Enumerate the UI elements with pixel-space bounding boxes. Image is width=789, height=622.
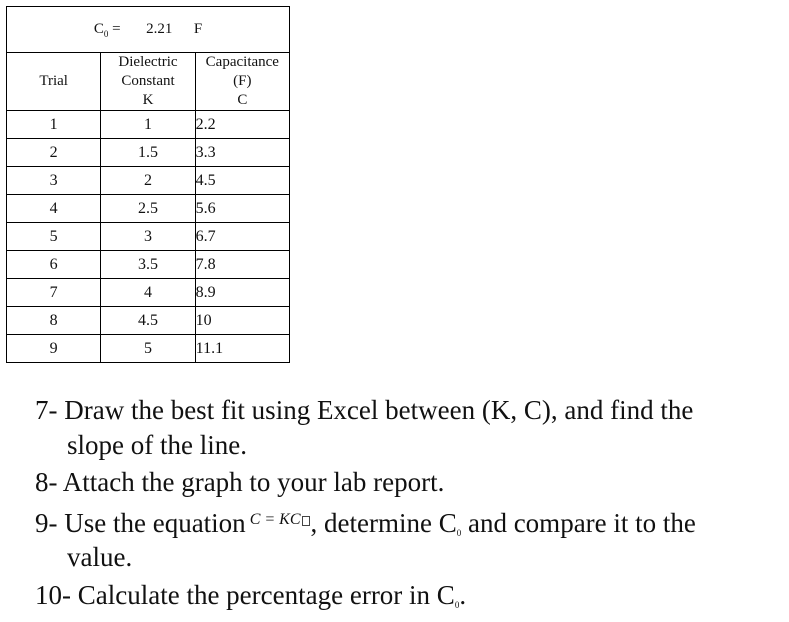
- equation-placeholder-icon: [302, 516, 310, 526]
- question-9-line-1: [35, 503, 696, 550]
- column-header-c-title: Capacitance (F): [205, 54, 279, 89]
- question-9-prefix: 9- Use the equation: [35, 508, 246, 538]
- cell-trial: 8: [7, 307, 101, 335]
- cell-k: 5: [101, 335, 195, 363]
- cell-c: 3.3: [195, 139, 289, 167]
- table-row: [7, 251, 290, 279]
- cell-k: 3.5: [101, 251, 195, 279]
- column-header-k-title: Dielectric Constant: [118, 54, 178, 89]
- data-table: [6, 6, 290, 363]
- cell-c: 8.9: [195, 279, 289, 307]
- cell-trial: 3: [7, 167, 101, 195]
- column-header-k: [101, 53, 195, 111]
- cell-trial: 2: [7, 139, 101, 167]
- cell-k: 4.5: [101, 307, 195, 335]
- cell-c: 6.7: [195, 223, 289, 251]
- cell-k: 1.5: [101, 139, 195, 167]
- question-9-subscript: 0: [456, 528, 462, 538]
- cell-trial: 1: [7, 111, 101, 139]
- cell-c: 5.6: [195, 195, 289, 223]
- cell-trial: 5: [7, 223, 101, 251]
- table-header-row: [7, 7, 290, 53]
- cell-k: 2.5: [101, 195, 195, 223]
- column-header-k-symbol: K: [142, 92, 154, 108]
- cell-k: 4: [101, 279, 195, 307]
- question-10-suffix: .: [459, 580, 467, 610]
- equation-c-kc0: C = KC: [250, 503, 310, 537]
- cell-c: 4.5: [195, 167, 289, 195]
- cell-c: 10: [195, 307, 289, 335]
- column-header-c-symbol: C: [237, 92, 248, 108]
- table-row: [7, 111, 290, 139]
- question-7-line-1: 7- Draw the best fit using Excel between (K, C), and find the: [35, 395, 694, 425]
- table-row: [7, 335, 290, 363]
- question-10-prefix: 10- Calculate the percentage error in C: [35, 580, 455, 610]
- cell-trial: 9: [7, 335, 101, 363]
- question-10: [35, 578, 466, 622]
- cell-c: 11.1: [195, 335, 289, 363]
- column-header-trial: Trial: [7, 53, 101, 111]
- question-10-subscript: 0: [454, 600, 460, 610]
- cell-k: 3: [101, 223, 195, 251]
- c0-equals: =: [112, 20, 121, 37]
- c0-unit: F: [193, 20, 203, 37]
- table-row: [7, 167, 290, 195]
- cell-trial: 6: [7, 251, 101, 279]
- cell-trial: 4: [7, 195, 101, 223]
- c0-symbol: $C_0$: [93, 20, 109, 39]
- column-header-row: [7, 53, 290, 111]
- table-row: [7, 195, 290, 223]
- question-7-line-2: slope of the line.: [67, 430, 247, 460]
- table-row: [7, 279, 290, 307]
- cell-trial: 7: [7, 279, 101, 307]
- cell-k: 1: [101, 111, 195, 139]
- cell-k: 2: [101, 167, 195, 195]
- question-8: 8- Attach the graph to your lab report.: [35, 467, 445, 497]
- question-9-suffix: and compare it to the: [461, 508, 696, 538]
- table-row: [7, 223, 290, 251]
- cell-c: 7.8: [195, 251, 289, 279]
- question-9-mid: , determine C: [310, 508, 457, 538]
- table-row: [7, 307, 290, 335]
- table-row: [7, 139, 290, 167]
- c0-header-cell: [7, 7, 290, 53]
- cell-c: 2.2: [195, 111, 289, 139]
- c0-value: 2.21: [146, 20, 173, 37]
- question-9-line-2: value.: [67, 542, 133, 572]
- column-header-c: [195, 53, 289, 111]
